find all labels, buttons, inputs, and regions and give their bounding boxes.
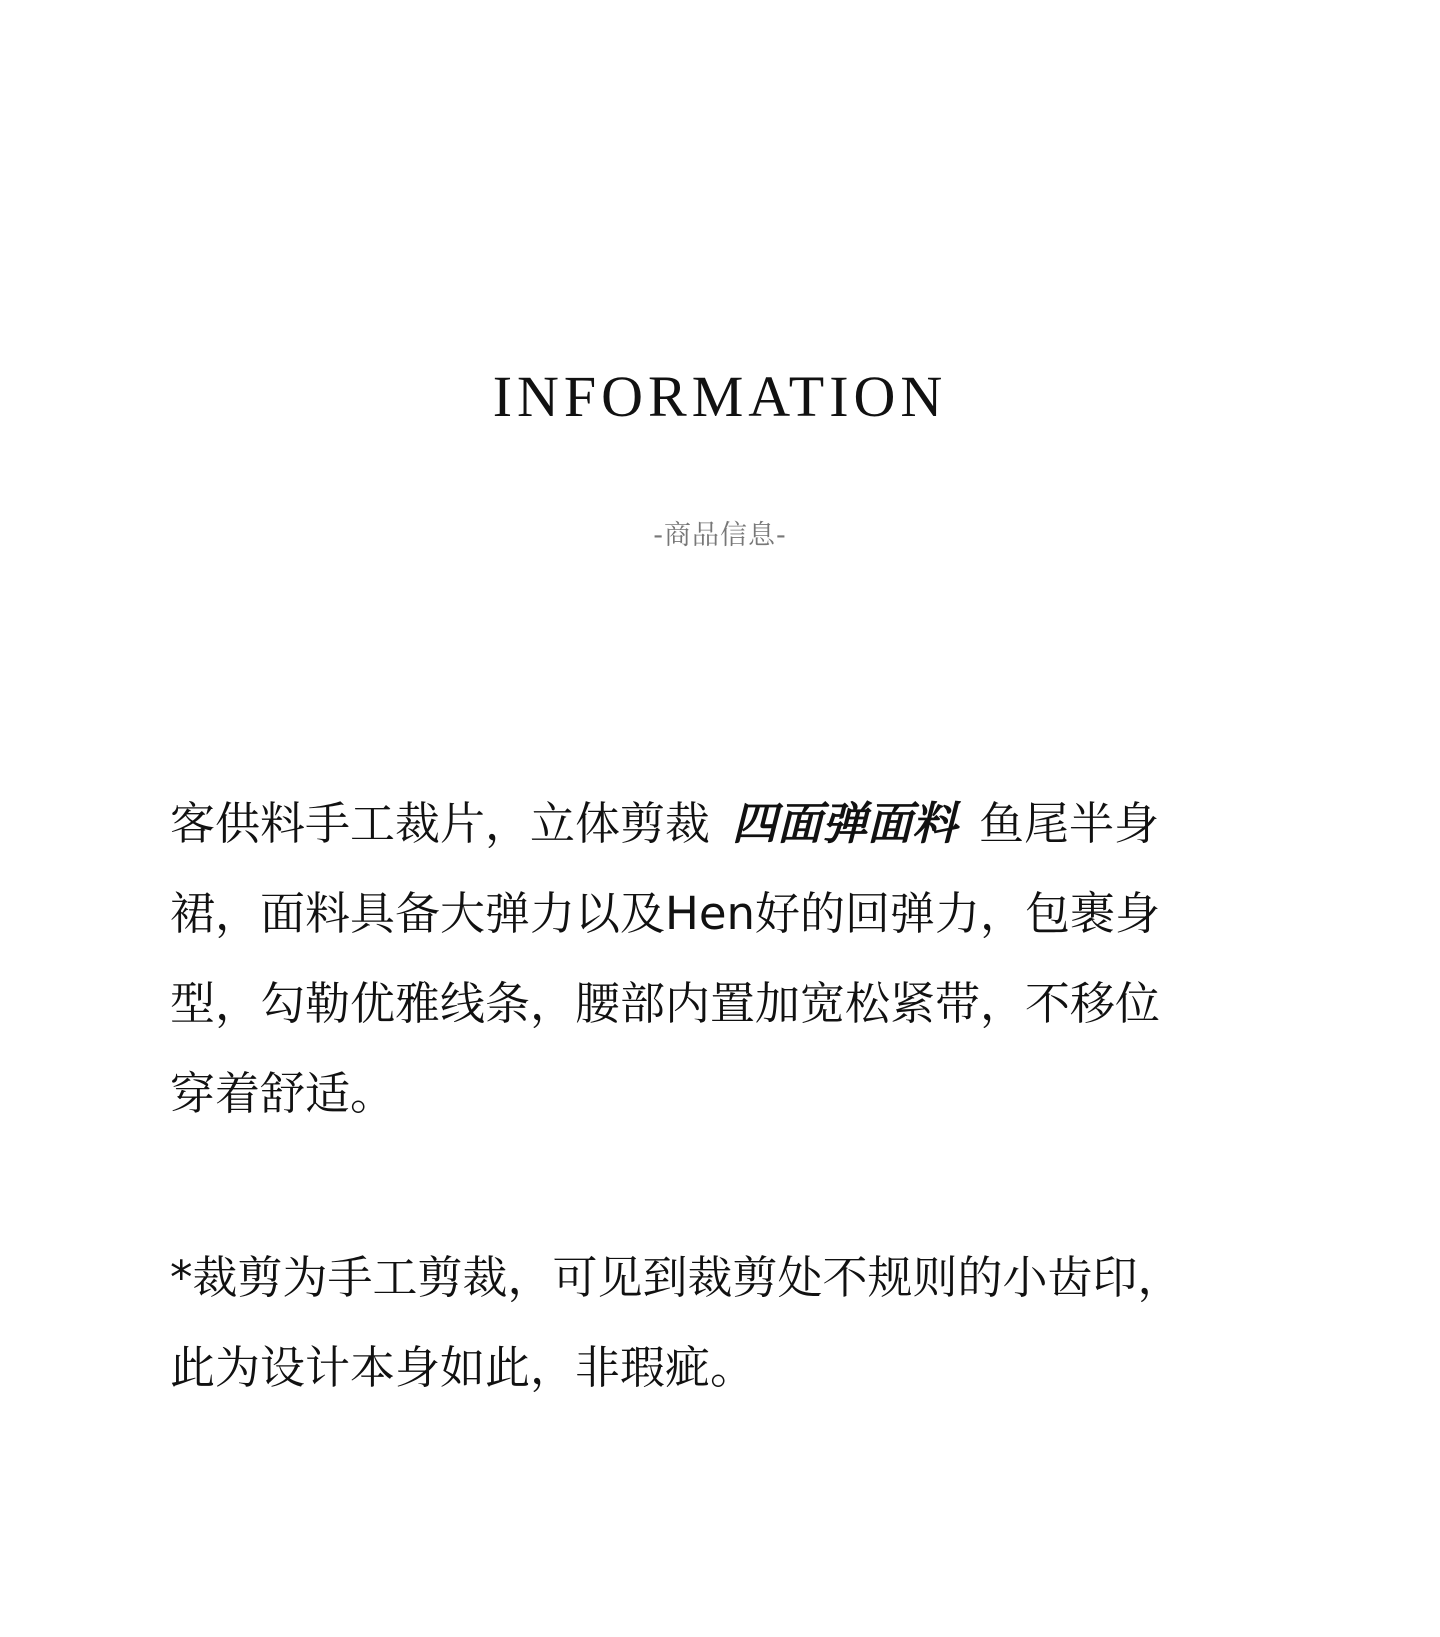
product-description <box>170 779 1280 1139</box>
description-text: 鱼尾半身 <box>979 797 1160 850</box>
description-line: 穿着舒适。 <box>170 1067 396 1120</box>
craft-note <box>170 1233 1280 1413</box>
section-title: INFORMATION <box>492 364 948 429</box>
fabric-highlight: 四面弹面料 <box>732 797 958 850</box>
description-line: 裙，面料具备大弹力以及Hen好的回弹力，包裹身 <box>170 887 1161 940</box>
note-line: *裁剪为手工剪裁，可见到裁剪处不规则的小齿印， <box>170 1251 1183 1304</box>
description-line: 型，勾勒优雅线条，腰部内置加宽松紧带，不移位 <box>170 977 1161 1030</box>
description-line <box>170 779 1280 869</box>
description-text: 客供料手工裁片，立体剪裁 <box>170 797 711 850</box>
section-subtitle: -商品信息- <box>653 520 787 551</box>
note-line: 此为设计本身如此，非瑕疵。 <box>170 1341 756 1394</box>
